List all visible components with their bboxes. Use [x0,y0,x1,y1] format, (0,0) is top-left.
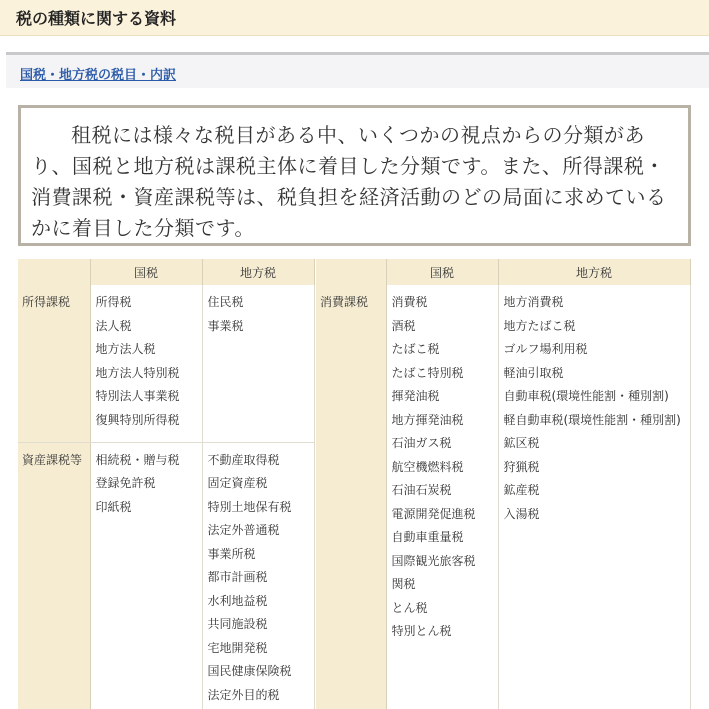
header-national: 国税 [90,259,202,285]
category-cell: 消費課税 [316,285,386,709]
tax-item: 相続税・贈与税 [95,452,180,467]
tax-item: 所得税 [95,295,132,309]
tax-item: 揮発油税 [391,389,440,403]
tax-item: 都市計画税 [207,570,268,584]
table-row [18,442,314,709]
header-local: 地方税 [498,259,690,285]
category-cell: 資産課税等 [18,442,90,709]
national-tax-list [386,285,498,709]
tax-item: 特別とん税 [391,624,452,638]
tax-item: 復興特別所得税 [95,412,180,427]
tax-item: 国際観光旅客税 [391,553,476,568]
tax-item: 関税 [391,577,416,591]
tax-item: たばこ特別税 [391,365,464,380]
tax-item: 事業税 [207,318,244,333]
tax-item: 地方法人税 [95,342,156,356]
tax-item: 鉱区税 [503,436,540,450]
tax-item: 狩猟税 [503,459,540,474]
tax-item: 法人税 [95,318,132,333]
table-header-row [316,259,690,285]
tax-item: 共同施設税 [207,617,268,631]
tax-item: 住民税 [207,295,244,309]
tax-item: たばこ税 [391,342,440,356]
consumption-tax-table [316,259,691,709]
table-row [316,285,690,709]
tax-item: 地方たばこ税 [503,318,576,333]
tax-item: 石油石炭税 [391,483,452,497]
table-row [18,285,314,442]
tax-item: 自動車税(環境性能割・種別割) [503,389,669,403]
local-tax-list [202,285,314,442]
tax-item: 特別法人事業税 [95,389,180,403]
page-title: 税の種類に関する資料 [16,9,177,28]
tax-item: 固定資産税 [207,476,268,490]
section-link[interactable]: 国税・地方税の税目・内訳 [20,68,177,83]
tax-item: 電源開発促進税 [391,506,476,521]
tax-item: 自動車重量税 [391,530,464,544]
tax-item: 特別土地保有税 [207,499,292,514]
tax-item: 地方消費税 [503,295,564,309]
tax-item: 国民健康保険税 [207,664,292,678]
tax-item: 酒税 [391,318,416,333]
header-local: 地方税 [202,259,314,285]
tax-item: 法定外目的税 [207,687,280,702]
national-tax-list [90,285,202,442]
local-tax-list [498,285,690,709]
tax-item: 水利地益税 [207,593,268,608]
tax-item: とん税 [391,600,428,615]
header-empty [316,259,386,285]
income-asset-tax-table [18,259,315,709]
intro-text: 租税には様々な税目がある中、いくつかの視点からの分類があり、国税と地方税は課税主体に着目した分類です。また、所得課税・消費課税・資産課税等は、税負担を経済活動のどの局面に求めているかに着目した分類です。 [31,123,667,240]
table-header-row [18,259,314,285]
tax-item: 印紙税 [95,499,132,514]
tax-item: 入湯税 [503,506,540,521]
tax-item: 地方法人特別税 [95,365,180,380]
tax-item: 軽自動車税(環境性能割・種別割) [503,412,681,427]
tax-item: 航空機燃料税 [391,459,464,474]
tax-item: 法定外普通税 [207,523,280,537]
intro-box [18,105,691,246]
tax-item: 軽油引取税 [503,365,564,380]
tax-item: ゴルフ場利用税 [503,342,588,356]
tax-item: 宅地開発税 [207,640,268,655]
tax-item: 不動産取得税 [207,452,280,467]
tax-item: 地方揮発油税 [391,412,464,427]
tax-item: 登録免許税 [95,476,156,490]
tax-item: 鉱産税 [503,483,540,497]
section-header [6,52,709,88]
local-tax-list [202,442,314,709]
national-tax-list [90,442,202,709]
tax-item: 消費税 [391,295,428,309]
tax-item: 事業所税 [207,546,256,561]
header-empty [18,259,90,285]
page-header [0,0,709,36]
header-national: 国税 [386,259,498,285]
category-cell: 所得課税 [18,285,90,442]
tax-item: 石油ガス税 [391,436,452,450]
